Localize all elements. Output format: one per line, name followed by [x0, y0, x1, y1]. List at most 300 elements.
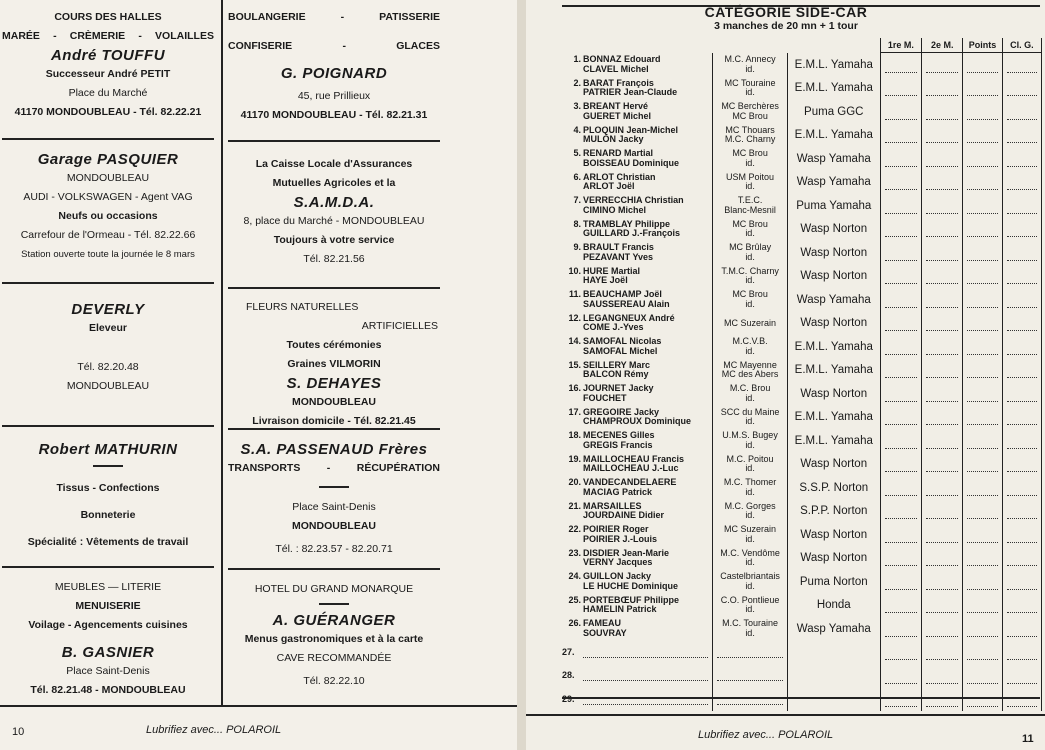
category-subtitle: 3 manches de 20 mn + 1 tour	[714, 20, 858, 32]
table-row	[562, 100, 1042, 124]
score-blank	[922, 594, 963, 618]
ad-word: -	[340, 11, 345, 23]
machine-cell: Puma Norton	[787, 570, 880, 594]
score-blank	[922, 359, 963, 383]
score-blank	[880, 523, 921, 547]
passenger-name: CIMINO Michel	[583, 204, 647, 215]
table-row	[562, 500, 1042, 524]
table-row	[562, 617, 1042, 641]
passenger-name: GREGIS Francis	[583, 439, 653, 450]
footer-rule	[0, 705, 517, 707]
club-cell	[713, 147, 787, 171]
table-row	[562, 124, 1042, 148]
fill-line	[717, 670, 782, 681]
club-pilot: MC Berchères	[721, 101, 779, 112]
left-page	[0, 0, 517, 750]
page-gutter	[517, 0, 526, 750]
club-pilot: T.E.C.	[737, 195, 763, 206]
fill-line	[717, 694, 782, 705]
table-header-row	[562, 38, 1042, 53]
pilot-name: MECENES Gilles	[583, 430, 655, 441]
club-passenger: id.	[745, 345, 755, 356]
score-blank	[963, 194, 1002, 218]
pilot-name: SEILLERY Marc	[583, 359, 651, 370]
entry-number: 2.	[573, 77, 581, 88]
column-header: 2e M.	[922, 38, 963, 53]
score-blank	[963, 547, 1002, 571]
score-blank	[963, 453, 1002, 477]
ad-pasquier	[2, 150, 214, 264]
ad-word: RÉCUPÉRATION	[356, 462, 440, 474]
score-blank	[880, 664, 921, 688]
ad-text: MENUISERIE	[75, 600, 141, 612]
score-blank	[963, 171, 1002, 195]
score-blank	[922, 77, 963, 101]
score-blank	[963, 218, 1002, 242]
score-blank	[1002, 77, 1041, 101]
entry-number: 22.	[568, 524, 581, 535]
club-cell	[713, 453, 787, 477]
blank-entry-row	[562, 688, 1042, 712]
column-header: Cl. G.	[1002, 38, 1041, 53]
ad-text: MONDOUBLEAU	[66, 172, 150, 184]
pilots-cell	[562, 453, 713, 477]
score-blank	[1002, 664, 1041, 688]
passenger-name: GUILLARD J.-François	[583, 228, 681, 239]
machine-cell: Wasp Norton	[787, 523, 880, 547]
entry-number: 1.	[573, 54, 581, 64]
table-row	[562, 476, 1042, 500]
passenger-name: FOUCHET	[583, 392, 627, 403]
divider	[2, 138, 214, 140]
club-passenger: id.	[745, 439, 755, 450]
ad-word: -	[342, 40, 346, 52]
score-blank	[922, 617, 963, 641]
score-blank	[1002, 453, 1041, 477]
entry-number: 14.	[568, 336, 581, 347]
score-blank	[1002, 194, 1041, 218]
score-blank	[880, 100, 921, 124]
results-table	[562, 38, 1042, 711]
score-blank	[922, 547, 963, 571]
passenger-name: VERNY Jacques	[583, 557, 653, 568]
club-pilot: M.C. Vendôme	[720, 547, 780, 558]
club-pilot: MC Brou	[732, 289, 768, 300]
club-cell	[713, 100, 787, 124]
ad-text: Bonneterie	[80, 509, 136, 521]
score-blank	[963, 641, 1002, 665]
pilot-name: BONNAZ Edouard	[583, 54, 661, 64]
club-pilot: MC Touraine	[724, 77, 776, 88]
ad-text: Voilage - Agencements cuisines	[28, 619, 188, 631]
score-blank	[922, 335, 963, 359]
score-blank	[880, 335, 921, 359]
score-blank	[963, 100, 1002, 124]
column-header: 1re M.	[880, 38, 921, 53]
club-passenger: id.	[745, 228, 755, 239]
score-blank	[1002, 641, 1041, 665]
fill-line	[583, 670, 708, 681]
ad-word: VOLAILLES	[155, 30, 214, 42]
club-pilot: MC Suzerain	[724, 524, 777, 535]
ad-name: S. DEHAYES	[286, 375, 382, 392]
ad-text: Menus gastronomiques et à la carte	[244, 633, 424, 645]
score-blank	[880, 265, 921, 289]
machine-cell: S.P.P. Norton	[787, 500, 880, 524]
score-blank	[1002, 500, 1041, 524]
divider	[2, 425, 214, 427]
ad-text: 45, rue Prillieux	[297, 90, 371, 102]
pilots-cell	[562, 147, 713, 171]
ad-word: CRÈMERIE	[69, 30, 126, 42]
score-blank	[963, 429, 1002, 453]
score-blank	[963, 77, 1002, 101]
table-row	[562, 547, 1042, 571]
club-cell	[713, 124, 787, 148]
score-blank	[880, 288, 921, 312]
pilots-cell	[562, 124, 713, 148]
score-blank	[922, 124, 963, 148]
club-cell	[713, 570, 787, 594]
score-blank	[922, 429, 963, 453]
pilot-name: BARAT François	[583, 77, 654, 88]
ad-text: 8, place du Marché - MONDOUBLEAU	[243, 215, 425, 227]
club-blank	[713, 664, 787, 688]
club-cell	[713, 476, 787, 500]
club-pilot: SCC du Maine	[720, 406, 780, 417]
table-row	[562, 570, 1042, 594]
score-blank	[922, 194, 963, 218]
ad-text: Place Saint-Denis	[66, 665, 150, 677]
blank-entry-cell	[562, 688, 713, 712]
club-pilot: MC Thouars	[725, 124, 775, 135]
club-passenger: id.	[745, 510, 755, 521]
machine-cell: Wasp Yamaha	[787, 171, 880, 195]
score-blank	[1002, 147, 1041, 171]
club-passenger: id.	[745, 251, 755, 262]
score-blank	[922, 570, 963, 594]
club-pilot: M.C. Annecy	[724, 54, 776, 64]
score-blank	[922, 171, 963, 195]
table-row	[562, 77, 1042, 101]
score-blank	[1002, 617, 1041, 641]
machine-cell: Puma Yamaha	[787, 194, 880, 218]
machine-blank	[787, 641, 880, 665]
ad-text-spread	[2, 27, 214, 46]
passenger-name: PEZAVANT Yves	[583, 251, 654, 262]
ad-text: HOTEL DU GRAND MONARQUE	[254, 583, 414, 595]
pilots-cell	[562, 288, 713, 312]
table-row	[562, 241, 1042, 265]
bottom-rule	[562, 697, 1040, 699]
club-passenger: id.	[745, 580, 755, 591]
passenger-name: SAMOFAL Michel	[583, 345, 658, 356]
pilot-name: HURE Martial	[583, 265, 641, 276]
blank-entry-cell	[562, 664, 713, 688]
divider	[228, 568, 440, 570]
pilots-cell	[562, 241, 713, 265]
table-row	[562, 265, 1042, 289]
score-blank	[1002, 265, 1041, 289]
ad-word: GLACES	[396, 40, 440, 52]
ad-name: S.A. PASSENAUD Frères	[240, 441, 428, 458]
club-cell	[713, 312, 787, 336]
entry-number: 3.	[573, 101, 581, 112]
machine-cell: E.M.L. Yamaha	[787, 359, 880, 383]
club-pilot: C.O. Pontlieue	[720, 594, 780, 605]
score-blank	[922, 147, 963, 171]
score-blank	[1002, 288, 1041, 312]
club-passenger: Blanc-Mesnil	[724, 204, 776, 215]
ad-touffu	[2, 8, 214, 122]
table-row	[562, 453, 1042, 477]
score-blank	[880, 688, 921, 712]
passenger-name: BOISSEAU Dominique	[583, 157, 680, 168]
score-blank	[880, 124, 921, 148]
club-passenger: MC Brou	[732, 110, 768, 121]
ad-samda	[228, 155, 440, 269]
pilot-name: VANDECANDELAERE	[583, 477, 677, 488]
machine-cell: Wasp Yamaha	[787, 147, 880, 171]
blank-entry-row	[562, 641, 1042, 665]
passenger-name: BALCON Rémy	[583, 369, 649, 380]
club-passenger: id.	[745, 416, 755, 427]
pilots-cell	[562, 523, 713, 547]
ad-text: Tél. 82.20.48	[77, 361, 139, 373]
score-blank	[963, 523, 1002, 547]
entry-number: 27.	[562, 646, 575, 657]
ad-text-spread	[228, 37, 440, 56]
score-blank	[880, 476, 921, 500]
score-blank	[1002, 382, 1041, 406]
club-pilot: M.C. Gorges	[724, 500, 776, 511]
ad-name: Robert MATHURIN	[38, 441, 178, 458]
pilot-name: BRAULT Francis	[583, 242, 654, 253]
club-passenger: id.	[745, 486, 755, 497]
passenger-name: MULON Jacky	[583, 134, 644, 145]
score-blank	[1002, 312, 1041, 336]
club-passenger: id.	[745, 181, 755, 192]
score-blank	[963, 53, 1002, 77]
machine-cell: Wasp Yamaha	[787, 288, 880, 312]
pilots-cell	[562, 500, 713, 524]
fill-line	[717, 647, 782, 658]
passenger-name: SOUVRAY	[583, 627, 627, 638]
ad-text: Successeur André PETIT	[45, 68, 171, 80]
score-blank	[963, 124, 1002, 148]
ad-text: 41170 MONDOUBLEAU - Tél. 82.22.21	[14, 106, 202, 118]
score-blank	[880, 453, 921, 477]
score-blank	[963, 382, 1002, 406]
machine-cell: Wasp Norton	[787, 547, 880, 571]
entry-number: 18.	[568, 430, 581, 441]
club-cell	[713, 382, 787, 406]
machine-cell: E.M.L. Yamaha	[787, 429, 880, 453]
fill-line	[583, 647, 708, 658]
ad-poignard	[228, 8, 440, 125]
club-passenger: id.	[745, 557, 755, 568]
passenger-name: MAILLOCHEAU J.-Luc	[583, 463, 679, 474]
ad-text: Tél. 82.21.56	[303, 253, 365, 265]
passenger-name: JOURDAINE Didier	[583, 510, 665, 521]
score-blank	[880, 53, 921, 77]
pilot-name: BREANT Hervé	[583, 101, 649, 112]
club-pilot: MC Brou	[732, 218, 768, 229]
club-pilot: T.M.C. Charny	[721, 265, 779, 276]
score-blank	[1002, 570, 1041, 594]
entry-number: 12.	[568, 312, 581, 323]
pilots-cell	[562, 382, 713, 406]
ad-text: MONDOUBLEAU	[66, 380, 150, 392]
table-row	[562, 312, 1042, 336]
score-blank	[963, 406, 1002, 430]
entry-number: 24.	[568, 571, 581, 582]
machine-cell: E.M.L. Yamaha	[787, 124, 880, 148]
ad-text: CAVE RECOMMANDÉE	[276, 652, 392, 664]
machine-cell: Honda	[787, 594, 880, 618]
pilots-cell	[562, 312, 713, 336]
score-blank	[880, 429, 921, 453]
ad-text: Toujours à votre service	[273, 234, 395, 246]
entry-number: 20.	[568, 477, 581, 488]
pilot-name: GREGOIRE Jacky	[583, 406, 660, 417]
ad-dehayes	[228, 298, 440, 431]
ad-text: MONDOUBLEAU	[292, 520, 376, 532]
club-cell	[713, 265, 787, 289]
table-row	[562, 288, 1042, 312]
machine-cell: Wasp Norton	[787, 265, 880, 289]
pilots-cell	[562, 547, 713, 571]
machine-cell: Wasp Norton	[787, 312, 880, 336]
ad-word: -	[326, 462, 331, 474]
short-rule	[93, 465, 123, 467]
score-blank	[922, 382, 963, 406]
club-cell	[713, 406, 787, 430]
club-cell	[713, 429, 787, 453]
machine-blank	[787, 688, 880, 712]
entry-number: 19.	[568, 453, 581, 464]
score-blank	[963, 688, 1002, 712]
ad-name: S.A.M.D.A.	[293, 194, 375, 211]
pilot-name: DISDIER Jean-Marie	[583, 547, 670, 558]
table-row	[562, 523, 1042, 547]
pilots-cell	[562, 265, 713, 289]
pilots-cell	[562, 77, 713, 101]
score-blank	[963, 312, 1002, 336]
pilot-name: VERRECCHIA Christian	[583, 195, 684, 206]
ad-deverly	[2, 300, 214, 396]
pilot-name: RENARD Martial	[583, 148, 654, 159]
passenger-name: HAYE Joël	[583, 275, 628, 286]
footer-slogan: Lubrifiez avec... POLAROIL	[146, 724, 282, 736]
score-blank	[1002, 429, 1041, 453]
score-blank	[880, 570, 921, 594]
club-cell	[713, 500, 787, 524]
score-blank	[922, 523, 963, 547]
passenger-name: CHAMPROUX Dominique	[583, 416, 691, 427]
score-blank	[922, 453, 963, 477]
entry-number: 11.	[568, 289, 581, 300]
ad-word: PATISSERIE	[379, 11, 440, 23]
ad-text: Spécialité : Vêtements de travail	[27, 536, 189, 548]
pilot-name: POIRIER Roger	[583, 524, 649, 535]
blank-entry-cell	[562, 641, 713, 665]
score-blank	[880, 641, 921, 665]
pilots-cell	[562, 194, 713, 218]
entry-number: 15.	[568, 359, 581, 370]
score-blank	[880, 547, 921, 571]
score-blank	[1002, 547, 1041, 571]
table-row	[562, 335, 1042, 359]
ad-text: Livraison domicile - Tél. 82.21.45	[252, 415, 416, 427]
score-blank	[880, 594, 921, 618]
table-row	[562, 53, 1042, 77]
club-cell	[713, 547, 787, 571]
ad-name: A. GUÉRANGER	[272, 612, 396, 629]
club-pilot: MC Mayenne	[723, 359, 777, 370]
ad-word: BOULANGERIE	[228, 11, 306, 23]
club-blank	[713, 641, 787, 665]
ad-name: André TOUFFU	[50, 47, 166, 64]
score-blank	[1002, 335, 1041, 359]
passenger-name: MACIAG Patrick	[583, 486, 653, 497]
ad-word: TRANSPORTS	[228, 462, 301, 474]
score-blank	[1002, 594, 1041, 618]
score-blank	[1002, 359, 1041, 383]
machine-cell: E.M.L. Yamaha	[787, 335, 880, 359]
table-row	[562, 147, 1042, 171]
footer-rule	[526, 714, 1045, 716]
club-cell	[713, 53, 787, 77]
fill-line	[583, 694, 708, 705]
score-blank	[922, 288, 963, 312]
score-blank	[922, 476, 963, 500]
club-cell	[713, 218, 787, 242]
score-blank	[1002, 124, 1041, 148]
pilots-cell	[562, 335, 713, 359]
pilots-cell	[562, 359, 713, 383]
ad-text: Eleveur	[89, 322, 127, 334]
score-blank	[880, 406, 921, 430]
ad-text: Tél. 82.21.48 - MONDOUBLEAU	[30, 684, 186, 696]
pilot-name: FAMEAU	[583, 618, 621, 629]
entry-number: 21.	[568, 500, 581, 511]
score-blank	[963, 664, 1002, 688]
pilots-cell	[562, 570, 713, 594]
score-blank	[922, 406, 963, 430]
page-number: 11	[1022, 733, 1034, 745]
pilots-cell	[562, 617, 713, 641]
ad-text: Tél. 82.22.10	[303, 675, 365, 687]
club-passenger: id.	[745, 298, 755, 309]
score-blank	[880, 194, 921, 218]
ad-name: Garage PASQUIER	[37, 151, 179, 168]
club-passenger: id.	[745, 87, 755, 98]
ad-text: Tissus - Confections	[56, 482, 160, 494]
entry-number: 28.	[562, 670, 575, 681]
ad-name: DEVERLY	[71, 301, 145, 318]
ad-word: -	[138, 30, 142, 42]
ad-text: COURS DES HALLES	[54, 11, 162, 23]
machine-cell: S.S.P. Norton	[787, 476, 880, 500]
entry-number: 25.	[568, 594, 581, 605]
entry-number: 7.	[573, 195, 581, 206]
club-pilot: M.C.V.B.	[732, 336, 768, 347]
club-pilot: USM Poitou	[726, 171, 775, 182]
club-cell	[713, 288, 787, 312]
table-row	[562, 429, 1042, 453]
passenger-name: GUERET Michel	[583, 110, 652, 121]
